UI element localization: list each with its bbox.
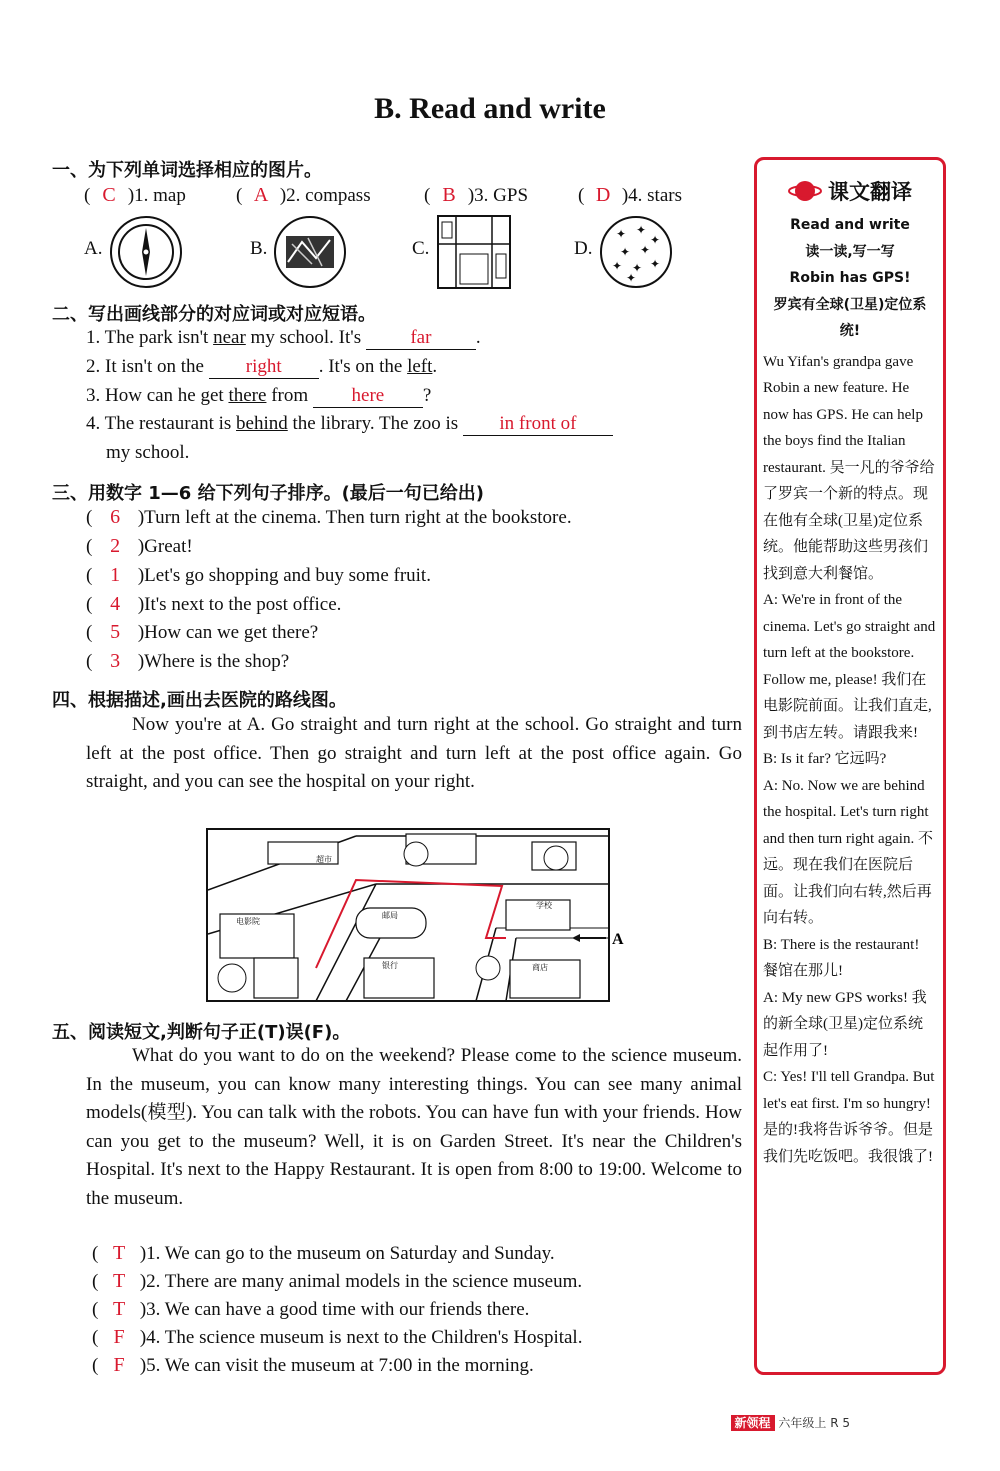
planet-icon <box>788 176 822 206</box>
page-title: B. Read and write <box>374 92 606 125</box>
map-label-cinema: 电影院 <box>236 917 260 926</box>
s3-item: ( 3 )Where is the shop? <box>86 650 290 672</box>
pic-label-d: D. <box>574 238 593 259</box>
s3-item: ( 5 )How can we get there? <box>86 621 319 643</box>
sidebar-para: A: My new GPS works! 我的新全球(卫星)定位系统起作用了! <box>763 989 927 1059</box>
svg-text:✦: ✦ <box>620 245 631 259</box>
sidebar-heading: 课文翻译 <box>828 180 912 204</box>
s2-q4: 4. The restaurant is behind the library. The zoo is in front of <box>86 413 613 436</box>
route-map <box>206 828 636 1004</box>
svg-text:✦: ✦ <box>626 271 637 285</box>
compass-picture <box>108 214 184 290</box>
map-label-post: 邮局 <box>382 911 398 920</box>
map-label-shop: 商店 <box>532 963 548 972</box>
section-5-heading: 五、阅读短文,判断句子正(T)误(F)。 <box>52 1022 351 1043</box>
s3-item: ( 2 )Great! <box>86 535 193 557</box>
map-label-bank: 银行 <box>382 961 398 970</box>
svg-text:✦: ✦ <box>616 227 627 241</box>
svg-text:✦: ✦ <box>632 261 643 275</box>
s1-item-4: ( D )4. stars <box>578 184 682 206</box>
section-2-heading: 二、写出画线部分的对应词或对应短语。 <box>52 304 376 325</box>
s5-item: ( T )1. We can go to the museum on Saturday and Sunday. <box>92 1242 555 1264</box>
s3-item: ( 4 )It's next to the post office. <box>86 593 342 615</box>
s5-item: ( F )5. We can visit the museum at 7:00 in the morning. <box>92 1354 534 1376</box>
footer-brand: 新领程 <box>731 1415 775 1431</box>
s1-item-3: ( B )3. GPS <box>424 184 529 206</box>
sidebar-sub1: Read and write <box>790 217 910 233</box>
sidebar-sub4: 罗宾有全球(卫星)定位系统! <box>773 296 927 339</box>
section-3-heading: 三、用数字 1—6 给下列句子排序。(最后一句已给出) <box>52 483 485 504</box>
sidebar-para: Wu Yifan's grandpa gave Robin a new feature. He now has GPS. He can help the boys find the Italian restaurant. 吴一凡的爷爷给了罗宾一个新的特点。现在他有全球(卫星)定位系统。他能帮助这些男孩们找到意大利餐馆。 <box>763 353 935 582</box>
s2-q2: 2. It isn't on the right . It's on the left. <box>86 356 438 377</box>
s3-item: ( 1 )Let's go shopping and buy some fruit. <box>86 564 431 586</box>
sidebar-para: C: Yes! I'll tell Grandpa. But let's eat first. I'm so hungry! 是的!我将告诉爷爷。但是我们先吃饭吧。我很饿了! <box>763 1069 935 1165</box>
map-picture <box>436 214 512 290</box>
section-1-heading: 一、为下列单词选择相应的图片。 <box>52 160 322 181</box>
stars-picture <box>598 214 674 290</box>
sidebar-para: B: There is the restaurant! 餐馆在那儿! <box>763 936 920 979</box>
map-label-super: 超市 <box>316 855 332 864</box>
s5-item: ( T )3. We can have a good time with our friends there. <box>92 1298 530 1320</box>
map-label-school: 学校 <box>536 901 552 910</box>
svg-text:✦: ✦ <box>612 259 623 273</box>
page-footer <box>731 1414 850 1431</box>
footer-page: 六年级上 R 5 <box>778 1416 850 1430</box>
map-label-a: A <box>612 931 624 948</box>
pic-label-a: A. <box>84 238 103 259</box>
sidebar-para: A: We're in front of the cinema. Let's go straight and turn left at the bookstore. Follow me, please! 我们在电影院前面。让我们直走,到书店左转。请跟我来! <box>763 592 936 741</box>
s2-q4-cont: my school. <box>106 442 190 463</box>
pic-label-c: C. <box>412 238 430 259</box>
translation-sidebar <box>754 157 946 1375</box>
s1-item-2: ( A )2. compass <box>236 184 371 206</box>
section-4-heading: 四、根据描述,画出去医院的路线图。 <box>52 690 347 711</box>
s1-item-1: ( C )1. map <box>84 184 186 206</box>
svg-text:✦: ✦ <box>636 223 647 237</box>
pic-label-b: B. <box>250 238 268 259</box>
svg-text:✦: ✦ <box>640 243 651 257</box>
svg-text:✦: ✦ <box>650 233 661 247</box>
s2-q1: 1. The park isn't near my school. It's far . <box>86 327 481 348</box>
s3-item: ( 6 )Turn left at the cinema. Then turn right at the bookstore. <box>86 506 572 528</box>
svg-text:✦: ✦ <box>650 257 661 271</box>
sidebar-para: A: No. Now we are behind the hospital. Let's turn right and then turn right again. 不远。现在我们在医院后面。让我们向右转,然后再向右转。 <box>763 777 933 926</box>
sidebar-sub3: Robin has GPS! <box>789 270 911 286</box>
s5-paragraph: What do you want to do on the weekend? Please come to the science museum. In the museum, you can know many interesting things. You can see many animal models(模型). You can talk with the robots. You can have fun with your friends. How can you get to the museum? Well, it is on Garden Street. It's near the Children's Hospital. It's next to the Happy Restaurant. It is open from 8:00 to 19:00. Welcome to the museum. <box>86 1045 742 1209</box>
s5-item: ( F )4. The science museum is next to the Children's Hospital. <box>92 1326 583 1348</box>
sidebar-sub2: 读一读,写一写 <box>805 243 895 260</box>
sidebar-para: B: Is it far? 它远吗? <box>763 751 887 767</box>
s4-paragraph: Now you're at A. Go straight and turn right at the school. Go straight and turn left at the post office. Then go straight and turn left at the post office again. Go straight, and you can see the hospital on your right. <box>86 714 742 792</box>
gps-picture <box>272 214 348 290</box>
s2-q3: 3. How can he get there from here ? <box>86 385 432 406</box>
s5-item: ( T )2. There are many animal models in the science museum. <box>92 1270 583 1292</box>
